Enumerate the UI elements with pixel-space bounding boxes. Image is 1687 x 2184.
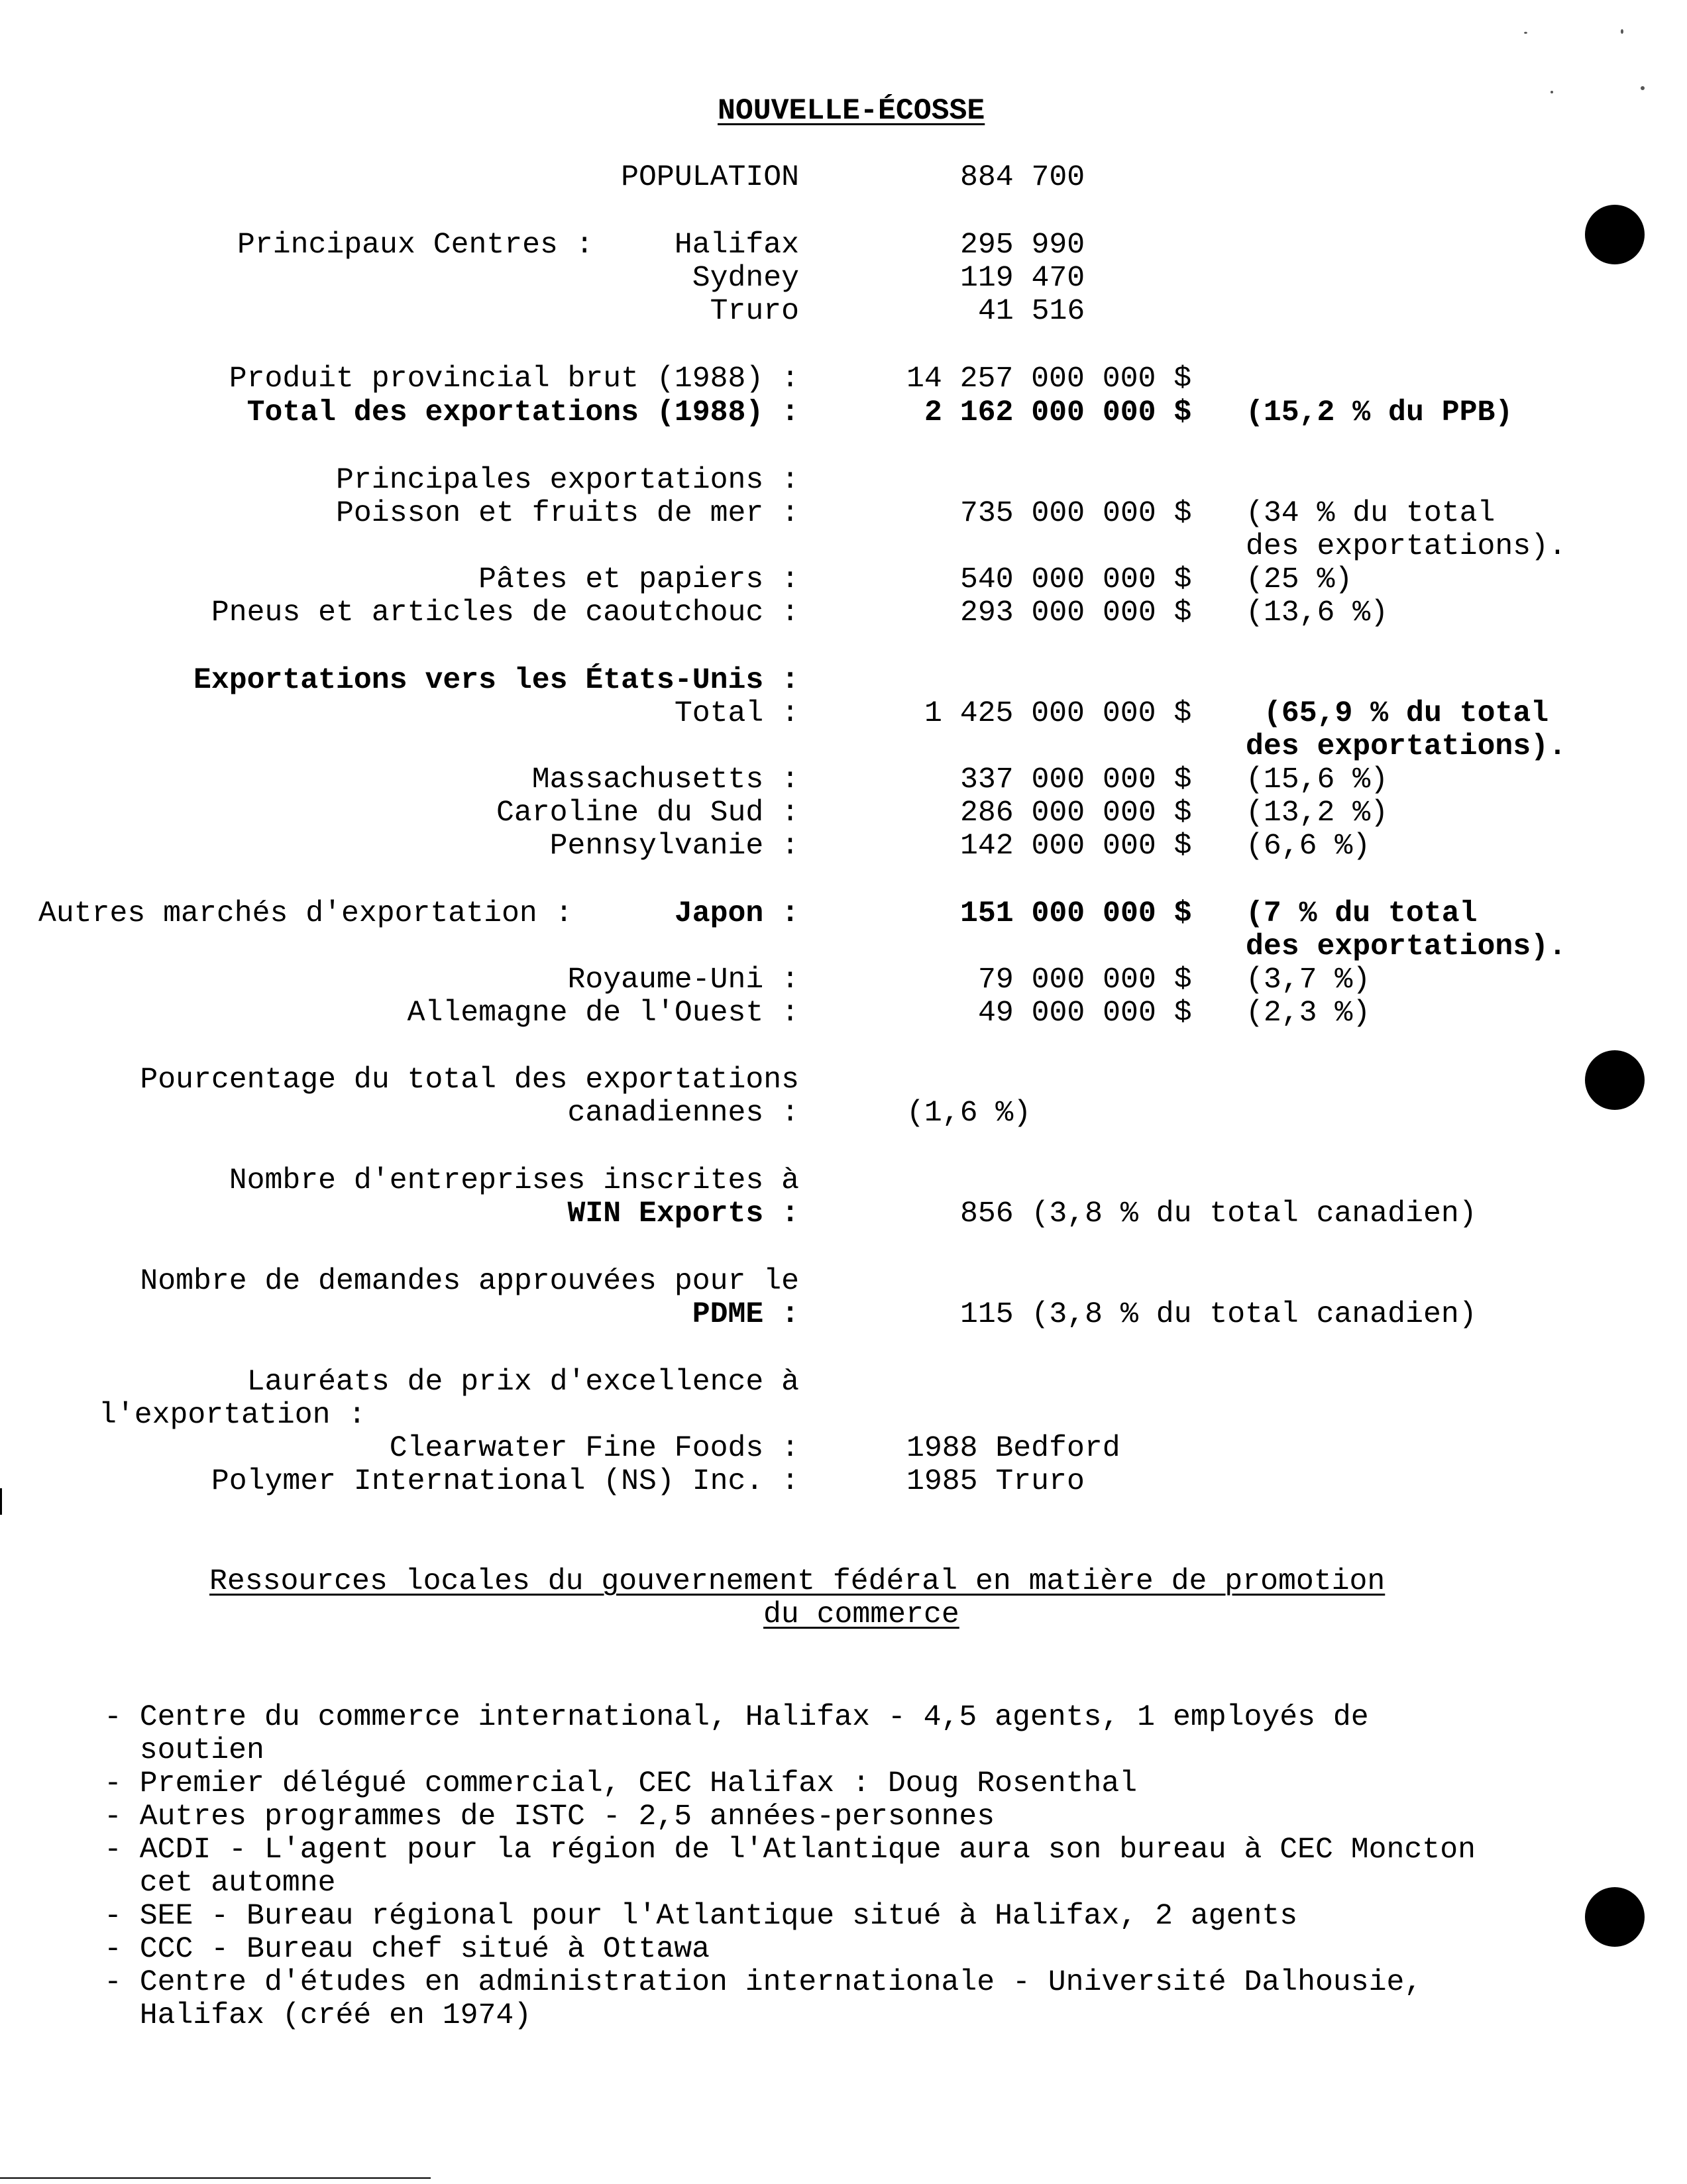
population-label: POPULATION <box>621 161 799 194</box>
scan-speck <box>1551 91 1553 93</box>
us-state-label: Pennsylvanie : <box>549 830 799 863</box>
japan-label: Japon : <box>674 897 799 930</box>
other-markets-label: Autres marchés d'exportation : <box>38 897 573 930</box>
market-label: Royaume-Uni : <box>567 963 799 997</box>
awards-label: Lauréats de prix d'excellence à <box>246 1366 799 1399</box>
us-state-value: 142 000 000 $ <box>960 830 1192 863</box>
win-label: Nombre d'entreprises inscrites à <box>229 1164 799 1197</box>
award-value: 1985 Truro <box>906 1465 1085 1498</box>
pdme-label-cont: PDME : <box>692 1298 799 1331</box>
pct-canada-label-cont: canadiennes : <box>567 1097 799 1130</box>
resource-item: - Premier délégué commercial, CEC Halifax : Doug Rosenthal <box>104 1767 1138 1800</box>
ppb-label: Produit provincial brut (1988) : <box>229 362 799 396</box>
resources-heading-cont: du commerce <box>763 1598 959 1631</box>
award-value: 1988 Bedford <box>906 1432 1120 1465</box>
punch-hole <box>1585 205 1645 264</box>
us-state-note: (15,6 %) <box>1246 763 1389 796</box>
market-note: (2,3 %) <box>1246 997 1371 1030</box>
pdme-label: Nombre de demandes approuvées pour le <box>140 1265 799 1298</box>
us-exports-heading: Exportations vers les États-Unis : <box>193 664 799 697</box>
resource-item: - Centre d'études en administration internationale - Université Dalhousie, <box>104 1966 1423 1999</box>
us-state-note: (6,6 %) <box>1246 830 1371 863</box>
win-value: 856 (3,8 % du total canadien) <box>960 1197 1477 1230</box>
market-label: Allemagne de l'Ouest : <box>407 997 799 1030</box>
total-exports-label: Total des exportations (1988) : <box>246 396 799 429</box>
pdme-value: 115 (3,8 % du total canadien) <box>960 1298 1477 1331</box>
market-value: 79 000 000 $ <box>978 963 1192 997</box>
export-item-value: 735 000 000 $ <box>960 497 1192 530</box>
centre-value: 295 990 <box>960 229 1085 262</box>
centre-name: Sydney <box>692 262 799 295</box>
export-item-note: (34 % du total <box>1246 497 1496 530</box>
export-item-label: Poisson et fruits de mer : <box>336 497 799 530</box>
punch-hole <box>1585 1887 1645 1947</box>
market-value: 49 000 000 $ <box>978 997 1192 1030</box>
resource-item: - Centre du commerce international, Halifax - 4,5 agents, 1 employés de <box>104 1701 1369 1734</box>
resource-item: - CCC - Bureau chef situé à Ottawa <box>104 1933 710 1966</box>
resource-item-cont: soutien <box>104 1734 264 1767</box>
us-state-label: Massachusetts : <box>531 763 799 796</box>
resources-heading: Ressources locales du gouvernement fédéral en matière de promotion <box>209 1565 1386 1598</box>
resource-item: - ACDI - L'agent pour la région de l'Atlantique aura son bureau à CEC Moncton <box>104 1833 1476 1867</box>
centre-name: Truro <box>710 295 799 328</box>
us-state-value: 337 000 000 $ <box>960 763 1192 796</box>
export-item-label: Pneus et articles de caoutchouc : <box>211 596 799 629</box>
us-total-value: 1 425 000 000 $ <box>924 697 1192 730</box>
market-note: (3,7 %) <box>1246 963 1371 997</box>
export-item-label: Pâtes et papiers : <box>478 563 799 596</box>
japan-note: (7 % du total <box>1246 897 1478 930</box>
scan-edge-line <box>0 2177 431 2179</box>
resource-item-cont: Halifax (créé en 1974) <box>104 1999 532 2032</box>
us-total-note-cont: des exportations). <box>1246 730 1566 763</box>
scan-speck <box>1621 29 1623 34</box>
japan-note-cont: des exportations). <box>1246 930 1566 963</box>
resource-item: - SEE - Bureau régional pour l'Atlantique situé à Halifax, 2 agents <box>104 1900 1298 1933</box>
export-item-value: 293 000 000 $ <box>960 596 1192 629</box>
scan-speck <box>1524 32 1527 34</box>
centre-name: Halifax <box>674 229 799 262</box>
win-label-cont: WIN Exports : <box>567 1197 799 1230</box>
us-total-note: (65,9 % du total <box>1264 697 1549 730</box>
centre-value: 119 470 <box>960 262 1085 295</box>
scan-edge-line <box>0 1488 2 1515</box>
punch-hole <box>1585 1050 1645 1110</box>
export-item-note: (13,6 %) <box>1246 596 1389 629</box>
japan-value: 151 000 000 $ <box>960 897 1192 930</box>
total-exports-value: 2 162 000 000 $ <box>924 396 1192 429</box>
award-company: Clearwater Fine Foods : <box>389 1432 799 1465</box>
ppb-value: 14 257 000 000 $ <box>906 362 1192 396</box>
resource-item-cont: cet automne <box>104 1867 336 1900</box>
pct-canada-value: (1,6 %) <box>906 1097 1032 1130</box>
total-exports-note: (15,2 % du PPB) <box>1246 396 1513 429</box>
scan-speck <box>1641 86 1645 90</box>
centres-label: Principaux Centres : <box>237 229 594 262</box>
main-exports-heading: Principales exportations : <box>336 464 799 497</box>
export-item-value: 540 000 000 $ <box>960 563 1192 596</box>
resource-item: - Autres programmes de ISTC - 2,5 années-personnes <box>104 1800 995 1833</box>
export-item-note: (25 %) <box>1246 563 1353 596</box>
awards-label-cont: l'exportation : <box>99 1399 366 1432</box>
us-total-label: Total : <box>674 697 799 730</box>
centre-value: 41 516 <box>978 295 1085 328</box>
export-item-note-cont: des exportations). <box>1246 530 1566 563</box>
us-state-label: Caroline du Sud : <box>496 796 799 830</box>
pct-canada-label: Pourcentage du total des exportations <box>140 1064 799 1097</box>
us-state-value: 286 000 000 $ <box>960 796 1192 830</box>
page-title: NOUVELLE-ÉCOSSE <box>718 95 985 128</box>
award-company: Polymer International (NS) Inc. : <box>211 1465 799 1498</box>
us-state-note: (13,2 %) <box>1246 796 1389 830</box>
population-value: 884 700 <box>960 161 1085 194</box>
